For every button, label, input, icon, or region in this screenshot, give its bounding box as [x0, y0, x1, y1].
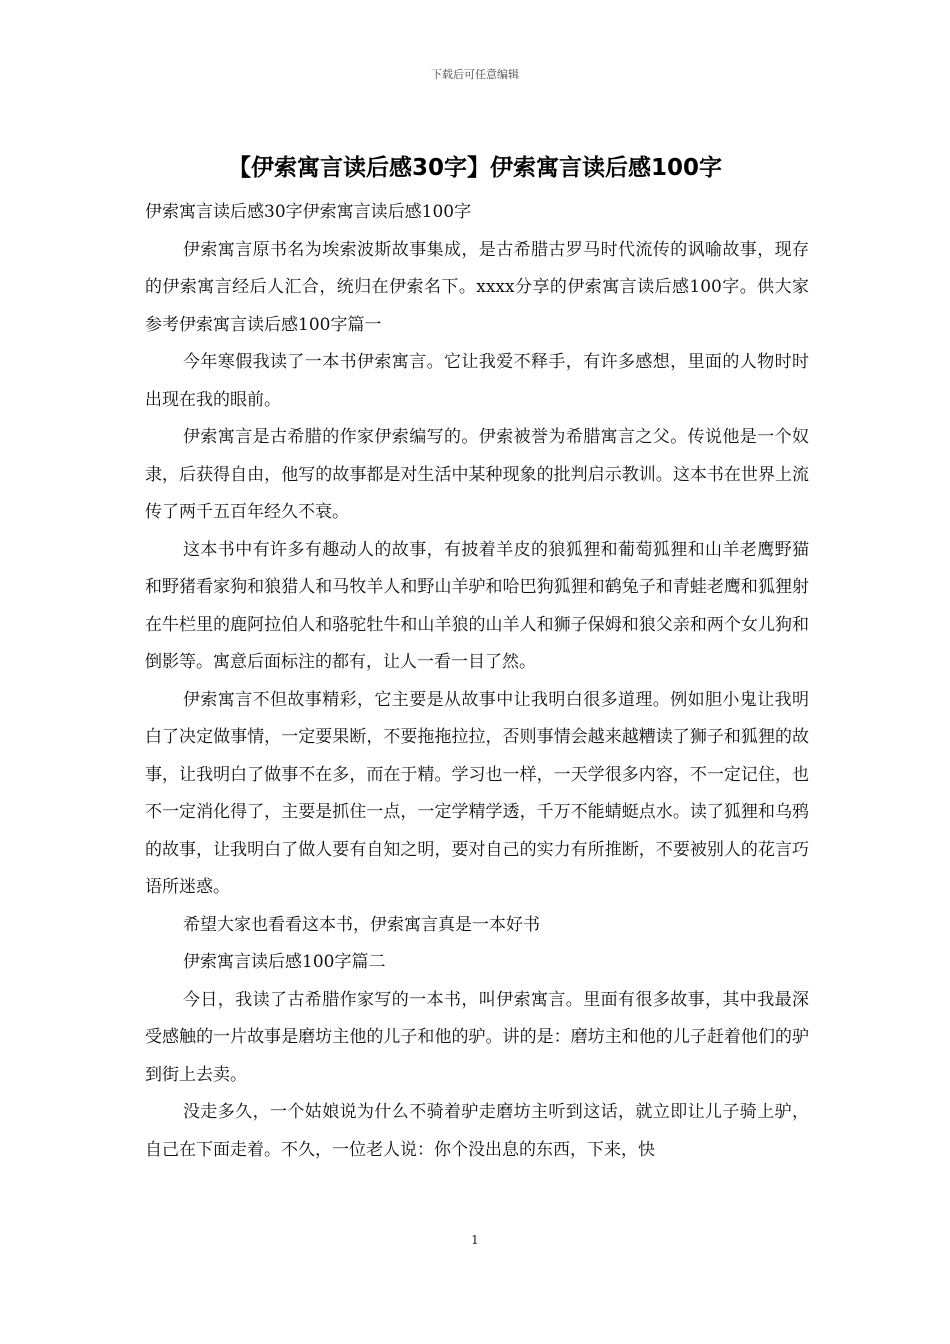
body-paragraph: 伊索寓言是古希腊的作家伊索编写的。伊索被誉为希腊寓言之父。传说他是一个奴隶，后获得自由，他写的故事都是对生活中某种现象的批判启示教训。这本书在世界上流传了两千五百年经久不衰。 [145, 427, 809, 522]
section-heading: 伊索寓言读后感100字篇二 [183, 952, 386, 972]
body-paragraph: 今年寒假我读了一本书伊索寓言。它让我爱不释手，有许多感想，里面的人物时时出现在我的眼前。 [145, 352, 809, 410]
body-paragraph: 伊索寓言不但故事精彩，它主要是从故事中让我明白很多道理。例如胆小鬼让我明白了决定做事情，一定要果断，不要拖拖拉拉，否则事情会越来越糟读了狮子和狐狸的故事，让我明白了做事不在多，而在于精。学习也一样，一天学很多内容，不一定记住，也不一定消化得了，主要是抓住一点，一定学精学透，千万不能蜻蜓点水。读了狐狸和乌鸦的故事，让我明白了做人要有自知之明，要对自己的实力有所推断，不要被别人的花言巧语所迷惑。 [145, 689, 809, 897]
page-header: 下载后可任意编辑 [431, 68, 519, 81]
subtitle-paragraph: 伊索寓言读后感30字伊索寓言读后感100字 [145, 202, 472, 222]
body-paragraph: 希望大家也看看这本书，伊索寓言真是一本好书 [183, 914, 540, 935]
body-paragraph: 伊索寓言原书名为埃索波斯故事集成，是古希腊古罗马时代流传的讽喻故事，现存的伊索寓言经后人汇合，统归在伊索名下。xxxx分享的伊索寓言读后感100字。供大家参考伊索寓言读后感100字篇一 [145, 239, 809, 335]
document-title: 【伊索寓言读后感30字】伊索寓言读后感100字 [227, 155, 723, 181]
body-paragraph: 这本书中有许多有趣动人的故事，有披着羊皮的狼狐狸和葡萄狐狸和山羊老鹰野猫和野猪看家狗和狼猎人和马牧羊人和野山羊驴和哈巴狗狐狸和鹤兔子和青蛙老鹰和狐狸射在牛栏里的鹿阿拉伯人和骆驼牡牛和山羊狼的山羊人和狮子保姆和狼父亲和两个女儿狗和倒影等。寓意后面标注的都有，让人一看一目了然。 [145, 539, 809, 672]
page-number: 1 [471, 1233, 479, 1247]
body-paragraph: 没走多久，一个姑娘说为什么不骑着驴走磨坊主听到这话，就立即让儿子骑上驴，自己在下面走着。不久，一位老人说：你个没出息的东西，下来，快 [145, 1102, 809, 1160]
document-body [145, 194, 809, 1169]
body-paragraph: 今日，我读了古希腊作家写的一本书，叫伊索寓言。里面有很多故事，其中我最深受感触的一片故事是磨坊主他的儿子和他的驴。讲的是：磨坊主和他的儿子赶着他们的驴到街上去卖。 [145, 989, 809, 1085]
